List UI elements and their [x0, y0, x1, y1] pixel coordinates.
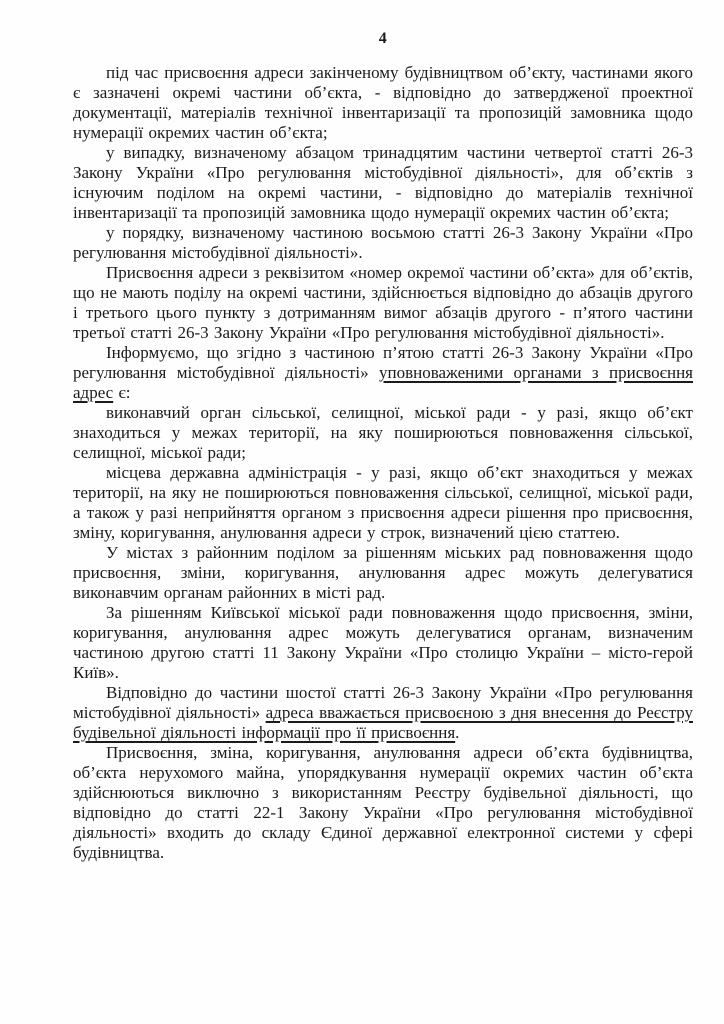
text-run: За рішенням Київської міської ради повноваження щодо присвоєння, зміни, коригування, анулювання адрес можуть делегуватися органам, визначеним частиною другою статті 11 Закону України «Про столицю України – місто-герой Київ».: [73, 603, 693, 682]
paragraph-8: [73, 543, 693, 603]
text-run: під час присвоєння адреси закінченому будівництвом об’єкту, частинами якого є зазначені окремі частини об’єкта, - відповідно до затвердженої проектної документації, матеріалів технічної інвентаризації та пропозицій замовника щодо нумерації окремих частин об’єкта;: [73, 63, 693, 142]
page-number: 4: [378, 30, 388, 47]
text-run: Відповідно до частини шостої статті 26-3 Закону України «Про регулювання містобудівної діяльності»: [73, 683, 693, 722]
paragraph-1: [73, 63, 693, 143]
text-run: Присвоєння, зміна, коригування, анулювання адреси об’єкта будівництва, об’єкта нерухомого майна, упорядкування нумерації окремих частин об’єкта здійснюються виключно з використанням Реєстру будівельної діяльності, що відповідно до статті 22-1 Закону України «Про регулювання містобудівної діяльності» входить до складу Єдиної державної електронної системи у сфері будівництва.: [73, 743, 693, 862]
paragraph-4: [73, 263, 693, 343]
text-run: У містах з районним поділом за рішенням міських рад повноваження щодо присвоєння, зміни, коригування, анулювання адрес можуть делегуватися виконавчим органам районних в місті рад.: [73, 543, 693, 602]
text-run: є:: [113, 383, 131, 402]
text-run: Інформуємо, що згідно з частиною п’ятою статті 26-3 Закону України «Про регулювання містобудівної діяльності»: [73, 343, 693, 382]
paragraph-9: [73, 603, 693, 683]
text-run: місцева державна адміністрація - у разі, якщо об’єкт знаходиться у межах території, на яку не поширюються повноваження сільської, селищної, міської ради, а також у разі неприйняття органом з присвоєння адреси рішення про присвоєння, зміну, коригування, анулювання адреси у строк, визначений цією статтею.: [73, 463, 693, 542]
text-run: .: [455, 723, 460, 742]
paragraph-10: [73, 683, 693, 743]
text-run: Присвоєння адреси з реквізитом «номер окремої частини об’єкта» для об’єктів, що не мають поділу на окремі частини, здійснюється відповідно до абзаців другого і третього цього пункту з дотриманням вимог абзаців другого - п’ятого частини третьої статті 26-3 Закону України «Про регулювання містобудівної діяльності».: [73, 263, 693, 342]
paragraph-7: [73, 463, 693, 543]
paragraph-6: [73, 403, 693, 463]
text-run: у порядку, визначеному частиною восьмою статті 26-3 Закону України «Про регулювання містобудівної діяльності».: [73, 223, 693, 262]
paragraph-2: [73, 143, 693, 223]
paragraph-3: [73, 223, 693, 263]
paragraph-11: [73, 743, 693, 863]
document-body: [73, 63, 693, 863]
underlined-text-run: уповноваженими органами з присвоєння адрес: [73, 363, 693, 402]
underlined-text-run: адреса вважається присвоєною з дня внесення до Реєстру будівельної діяльності інформації про її присвоєння: [73, 703, 693, 742]
text-run: у випадку, визначеному абзацом тринадцятим частини четвертої статті 26-3 Закону України «Про регулювання містобудівної діяльності», для об’єктів з існуючим поділом на окремі частини, - відповідно до матеріалів технічної інвентаризації та пропозицій замовника щодо нумерації окремих частин об’єкта;: [73, 143, 693, 222]
text-run: виконавчий орган сільської, селищної, міської ради - у разі, якщо об’єкт знаходиться у межах території, на яку поширюються повноваження сільської, селищної, міської ради;: [73, 403, 693, 462]
paragraph-5: [73, 343, 693, 403]
